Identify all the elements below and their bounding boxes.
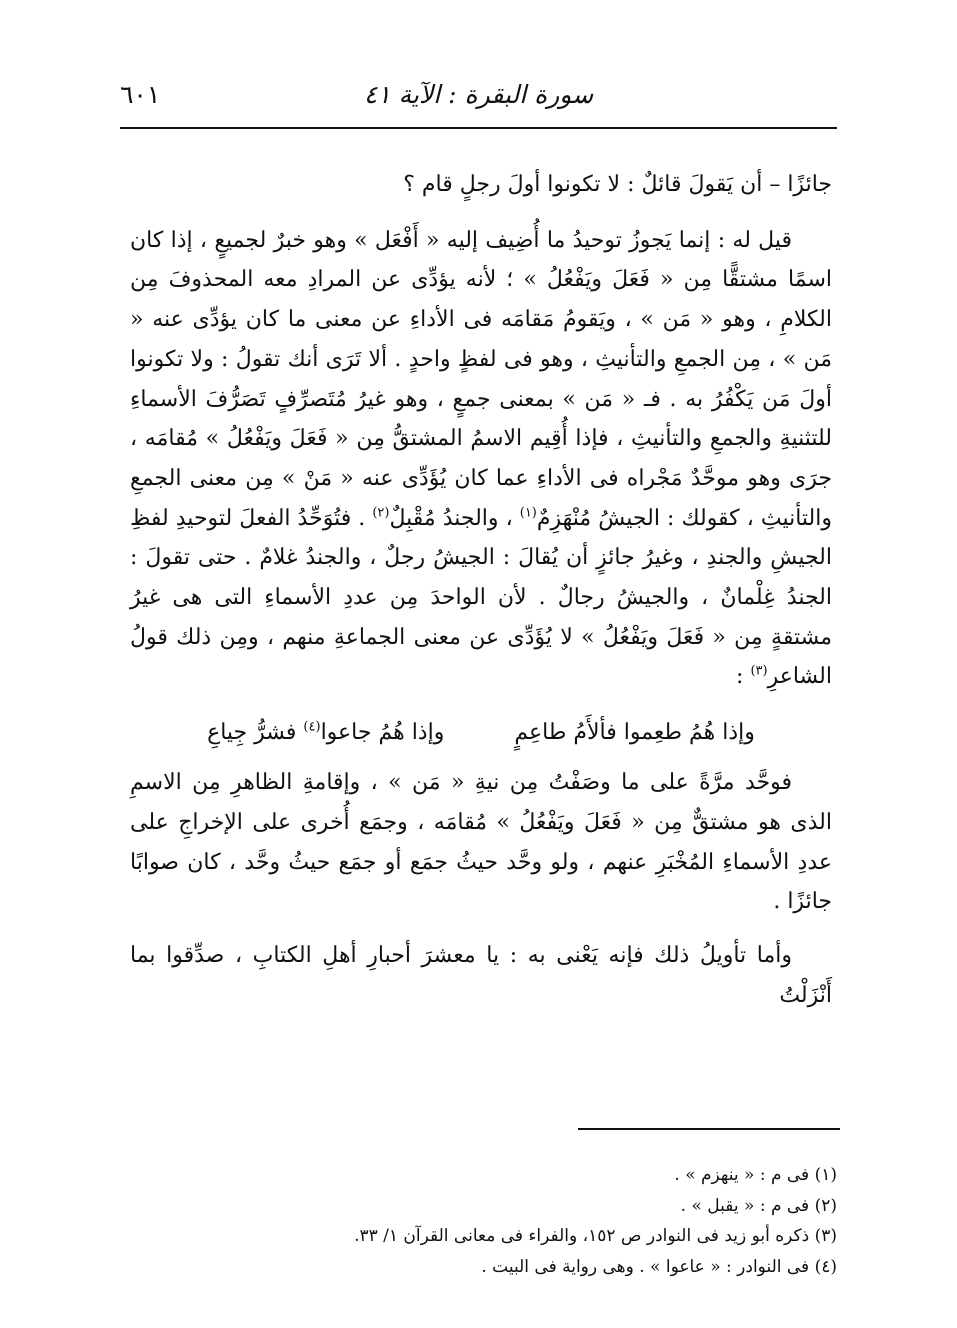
header-rule — [120, 127, 837, 129]
footnote-rule — [578, 1128, 840, 1130]
p2-text-a: قيل له : إنما يَجوزُ توحيدُ ما أُضِيف إليه « أَفْعَل » وهو خبرٌ لجميعٍ ، إذا كان اسمًا مشتقًّا مِن « فَعَلَ ويَفْعُلُ » ؛ لأنه يؤدِّى عن المرادِ معه المحذوفَ مِن الكلامِ ، وهو « مَن » ، ويَقومُ مَقامَه فى الأداءِ عن معنى ما كان يؤدِّى عنه « مَن » ، مِن الجمعِ والتأنيثِ ، وهو فى لفظٍ واحدٍ . ألا تَرَى أنك تقولُ : ولا تكونوا أولَ مَن يَكْفُرُ به . فـ « مَن » بمعنى جمعٍ ، وهو غيرُ مُتَصرِّفٍ تَصَرُّفَ الأسماءِ للتثنيةِ والجمعِ والتأنيثِ ، فإذا أُقِيم الاسمُ المشتقُّ مِن « فَعَلَ ويَفْعُلُ » مُقامَه ، جرَى وهو موحَّدٌ مَجْراه فى الأداءِ عما كان يُؤَدِّى عنه « مَنْ » مِن معنى الجمعِ والتأنيثِ ، كقولك : الجيشُ مُنْهَزِمٌ — [130, 227, 832, 531]
verse-second-text-a: وإذا هُمُ جاعوا — [320, 720, 445, 746]
paragraph-4: وأما تأويلُ ذلك فإنه يَعْنى به : يا معشرَ أحبارِ أهلِ الكتابِ ، صدِّقوا بما أَنْزَلْتُ — [130, 942, 832, 1008]
header-title: سورة البقرة : الآية ٤١ — [363, 80, 594, 109]
paragraph-3: فوحَّد مرَّةً على ما وصَفْتُ مِن نيةِ « مَن » ، وإقامةِ الظاهرِ مِن الاسمِ الذى هو مشتقٌّ مِن « فَعَلَ ويَفْعُلُ » مُقامَه ، وجمَع أُخرى على الإخراجِ على عددِ الأسماءِ المُخْبَرِ عنهم ، ولو وحَّد حيثُ جمَع أو جمَع حيثُ وحَّد ، كان صوابًا جائزًا . — [130, 770, 832, 915]
verse-first-hemistich: وإذا هُمُ طعِموا فألأَمُ طاعِمٍ — [514, 720, 755, 746]
p2-text-b: ، والجندُ مُقْبِلٌ — [389, 505, 520, 531]
page-number: ٦٠١ — [120, 80, 161, 109]
paragraph-2 — [130, 221, 832, 697]
p2-text-d: : — [736, 664, 751, 690]
footnotes — [300, 1160, 837, 1282]
footnote-ref-2[interactable]: (٢) — [372, 505, 390, 521]
paragraph-1: جائزًا – أن يَقولَ قائلٌ : لا تكونوا أولَ رجلٍ قام ؟ — [403, 172, 832, 197]
footnote-3: (٣) ذكره أبو زيد فى النوادر ص ١٥٢، والفراء فى معانى القرآن ١/ ٣٣. — [354, 1226, 837, 1246]
footnote-ref-3[interactable]: (٣) — [750, 664, 768, 680]
footnote-1: (١) فى م : « ينهزم » . — [674, 1165, 837, 1185]
p2-text-c: . فتُوَحِّدُ الفعلَ لتوحيدِ لفظِ الجيشِ والجندِ ، وغيرُ جائزٍ أن يُقالَ : الجيشُ رجلٌ ، والجندُ غلامٌ . حتى تقولَ : الجندُ غِلْمانٌ ، والجيشُ رجالٌ . لأن الواحدَ مِن عددِ الأسماءِ التى هى غيرُ مشتقةٍ مِن « فَعَلَ ويَفْعُلُ » لا يُؤَدِّى عن معنى الجماعةِ منهم ، ومِن ذلك قولُ الشاعرِ — [130, 505, 832, 690]
footnote-2: (٢) فى م : « يقبل » . — [680, 1195, 837, 1216]
running-header — [120, 80, 837, 120]
poetry-verse — [130, 713, 832, 753]
footnote-ref-4[interactable]: (٤) — [303, 719, 321, 735]
main-text — [130, 165, 832, 1015]
verse-second-text-b: فشرُّ جِياعِ — [207, 720, 304, 746]
footnote-4: (٤) فى النوادر : « عاعوا » . وهى رواية فى البيت . — [481, 1256, 837, 1277]
verse-second-hemistich — [207, 713, 444, 753]
footnote-ref-1[interactable]: (١) — [519, 505, 537, 521]
